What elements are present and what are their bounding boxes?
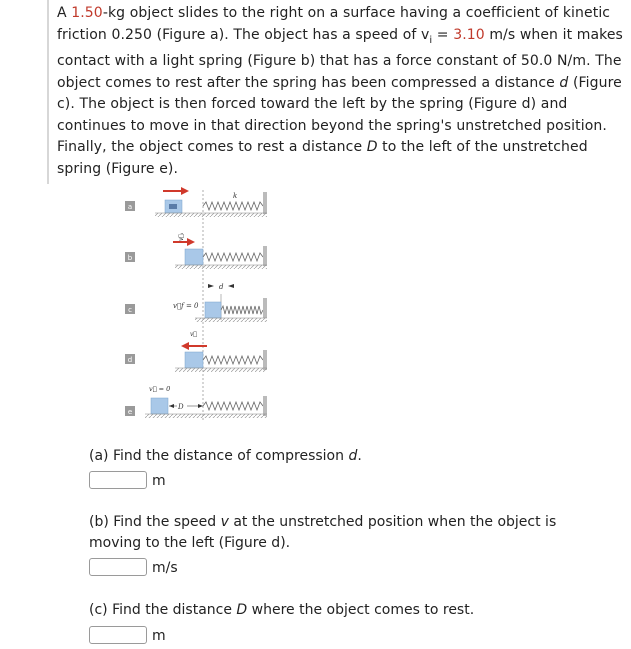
spring-e — [203, 402, 263, 410]
unit-b: m/s — [152, 560, 178, 576]
floor-b — [175, 265, 267, 269]
label-a: a — [127, 203, 133, 211]
problem-text: A 1.50-kg object slides to the right on a surface having a coefficient of kinetic friction 0.250 (Figure a). The object has a speed of $v_i = 3.10$ m/s when it makes contact with a light spring (Figure b) that has a force constant of 50.0 N/m. The object comes to rest after the spring has been compressed a distance d (Figure c). The object is then forced toward the left by the spring (Figure d) and continues to move in that direction beyond the spring's unstretched position. Finally, the object comes to rest a distance D to the left of the unstretched spring (Figure e). — [57, 5, 623, 177]
floor-c — [195, 318, 267, 322]
unit-c: m — [152, 628, 166, 644]
floor-d — [175, 368, 267, 372]
wall-d — [263, 350, 267, 370]
wall-e — [263, 396, 267, 416]
d-label: d — [219, 283, 224, 291]
arrowhead-d — [181, 342, 189, 350]
speed-value: 3.10 — [453, 26, 485, 43]
unit-a: m — [152, 473, 166, 489]
block-label-a — [169, 204, 177, 209]
row-a — [125, 187, 267, 217]
floor-e — [145, 414, 267, 418]
problem-statement — [47, 0, 631, 184]
vi-label: v⃗ᵢ — [178, 232, 185, 241]
wall-c — [263, 298, 267, 318]
answer-a-input[interactable] — [89, 471, 147, 489]
label-b: b — [127, 254, 133, 262]
spring-a — [203, 202, 263, 210]
d-arrow-right — [228, 284, 234, 288]
wall-a — [263, 192, 267, 214]
question-a: (a) Find the distance of compression d. — [89, 448, 362, 464]
label-e: e — [127, 408, 133, 416]
row-d — [125, 331, 267, 372]
block-c — [205, 302, 221, 318]
question-b: (b) Find the speed v at the unstretched position when the object is moving to the left (Figure d). — [89, 514, 557, 551]
spring-d — [203, 356, 263, 364]
D-arrow-left — [169, 404, 174, 408]
floor-a — [155, 213, 267, 217]
v0-label: v⃗ = 0 — [149, 385, 171, 393]
block-e — [151, 398, 168, 414]
wall-b — [263, 246, 267, 266]
row-e — [125, 385, 267, 418]
question-c: (c) Find the distance D where the object comes to rest. — [89, 602, 475, 618]
block-d — [185, 352, 203, 368]
row-b — [125, 232, 267, 269]
k-label: k — [233, 192, 238, 200]
D-arrow-right — [198, 404, 203, 408]
label-c: c — [128, 306, 132, 314]
row-c — [125, 283, 267, 322]
arrowhead-a — [181, 187, 189, 195]
mass-value: 1.50 — [71, 5, 103, 21]
spring-block-figure — [115, 184, 290, 424]
vf-label: v⃗f = 0 — [173, 302, 199, 310]
block-b — [185, 249, 203, 265]
d-arrow-left — [208, 284, 214, 288]
answer-b-input[interactable] — [89, 558, 147, 576]
label-d: d — [127, 356, 133, 364]
answer-c-input[interactable] — [89, 626, 147, 644]
v-label: v⃗ — [190, 331, 197, 338]
D-label: D — [178, 403, 184, 411]
arrowhead-b — [187, 238, 195, 246]
spring-c — [221, 306, 263, 314]
spring-b — [203, 253, 263, 261]
